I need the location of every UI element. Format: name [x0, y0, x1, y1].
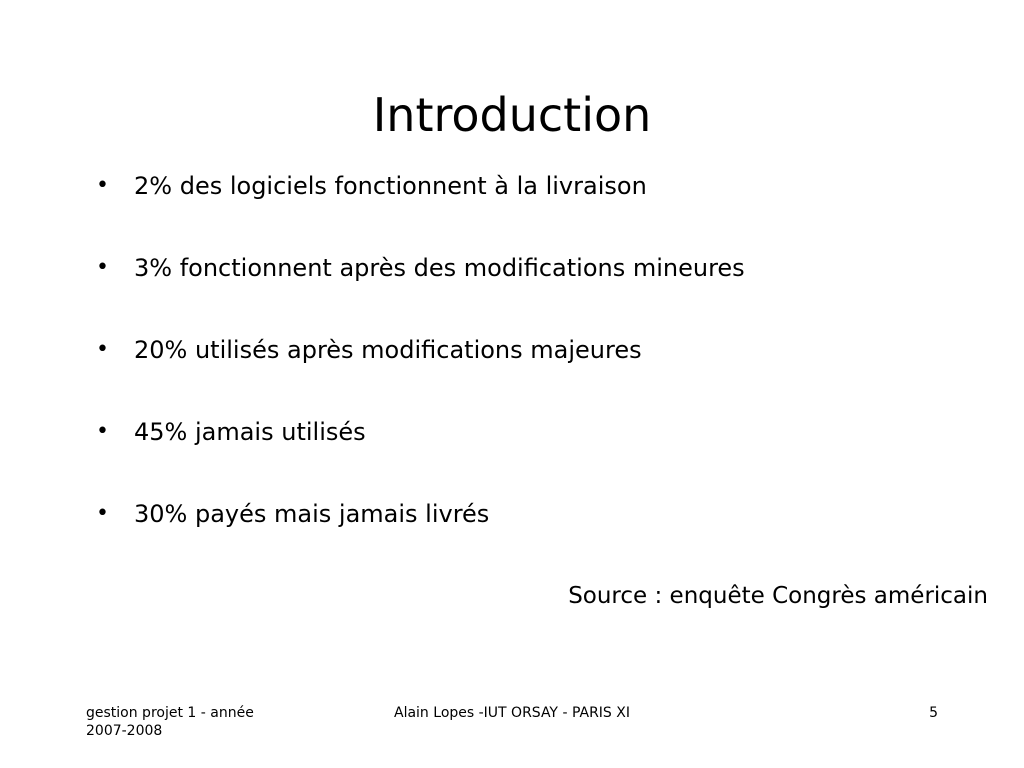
source-note: Source : enquête Congrès américain — [568, 583, 988, 609]
bullet-text: 2% des logiciels fonctionnent à la livraison — [134, 172, 647, 200]
bullet-marker: • — [96, 501, 109, 526]
bullet-marker: • — [96, 419, 109, 444]
page-number: 5 — [929, 705, 938, 721]
bullet-text: 45% jamais utilisés — [134, 418, 366, 446]
footer-course-line2: 2007-2008 — [86, 723, 163, 739]
bullet-marker: • — [96, 173, 109, 198]
footer-author: Alain Lopes -IUT ORSAY - PARIS XI — [394, 705, 630, 721]
bullet-text: 20% utilisés après modifications majeures — [134, 336, 642, 364]
bullet-text: 30% payés mais jamais livrés — [134, 500, 490, 528]
footer-course-line1: gestion projet 1 - année — [86, 705, 254, 721]
slide-title: Introduction — [372, 88, 652, 142]
bullet-marker: • — [96, 337, 109, 362]
bullet-marker: • — [96, 255, 109, 280]
bullet-text: 3% fonctionnent après des modifications mineures — [134, 254, 745, 282]
